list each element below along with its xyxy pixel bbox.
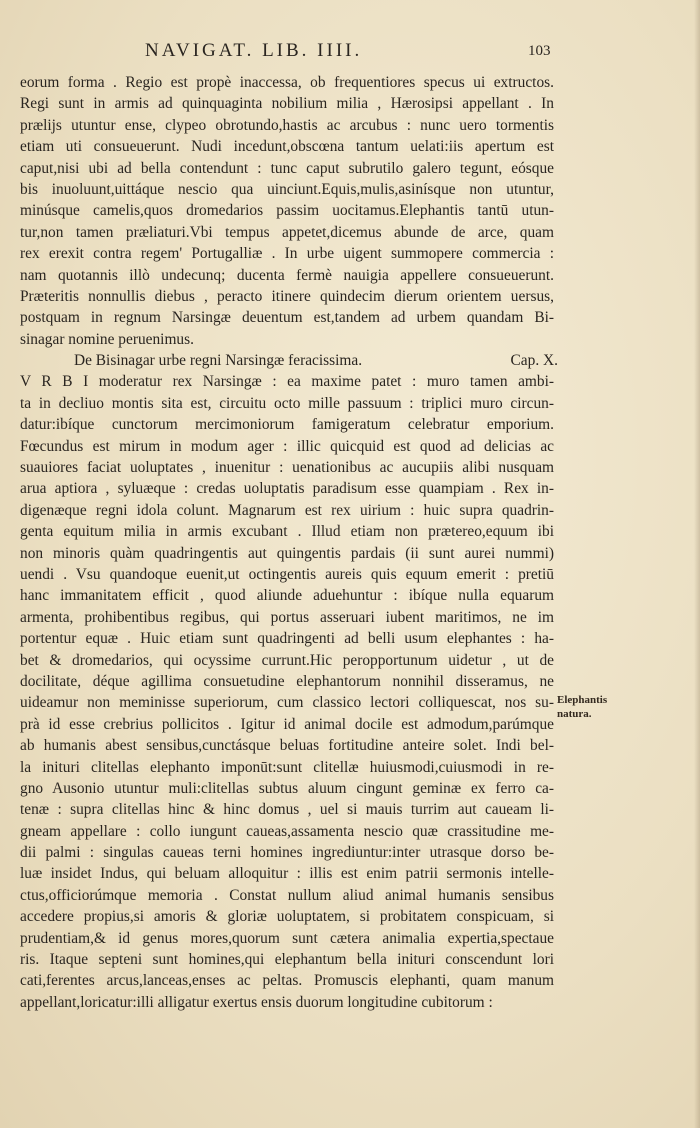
chapter-heading	[20, 350, 558, 371]
margin-note-line: Elephantis	[557, 694, 608, 706]
text-line: arua aptiora , syluæque : credas uoluptatis paradisum esse quampiam . Rex in-	[20, 480, 554, 498]
text-line: accedere propius,si amoris & gloriæ uoluptatem, si probitatem conspicuam, si	[20, 908, 554, 926]
text-line: Fœcundus est mirum in modum ager : illic quicquid est quod ad delicias ac	[20, 437, 554, 455]
text-block	[20, 72, 558, 1013]
text-line: nam quotannis illò undecunq; ducenta fermè nauigia appellere consueuerunt.	[20, 266, 554, 284]
margin-note	[557, 693, 607, 721]
text-line: datur:ibíque cunctorum mercimoniorum famigeratum celebratur emporium.	[20, 416, 554, 434]
text-line: tenæ : supra clitellas hinc & hinc domus , uel si mauis turrim aut caueam li-	[20, 801, 554, 819]
text-line: rex erexit contra regem' Portugalliæ . In urbe uigent summopere commercia :	[20, 245, 554, 263]
text-line: cati,ferentes arcus,lanceas,enses ac peltas. Promuscis elephanti, quam manum	[20, 972, 554, 990]
text-line: uideamur non meminisse superiorum, cum classico lectori colliquescat, nos su-	[20, 694, 554, 712]
text-line: docilitate, déque agillima consuetudine elephantorum nonnihil disseramus, ne	[20, 672, 554, 690]
page-edge-shadow	[694, 0, 700, 1128]
text-line: gno Ausonio utuntur muli:clitellas subtus aluum cingunt geminæ ex ferro ca-	[20, 779, 554, 797]
text-line: etiam uti consueuerunt. Nudi incedunt,obscœna tantum uelati:iis apertum est	[20, 138, 554, 156]
chapter-number: Cap. X.	[510, 352, 558, 370]
text-line: non minoris quàm quadringentis aut quingentis pardais (ii sunt aurei nummi)	[20, 544, 554, 562]
text-line: ris. Itaque septeni sunt homines,qui elephantum bella inituri conscendunt lori	[20, 951, 554, 969]
text-line: Præteritis nonnullis diebus , peracto itinere quindecim dierum orientem uersus,	[20, 287, 554, 305]
text-line: uendi . Vsu quandoque euenit,ut octingentis aureis quis equum emerit : pretiū	[20, 565, 554, 583]
text-line: ta in decliuo montis sita est, circuitu octo mille passuum : triplici muro circun-	[20, 394, 554, 412]
text-line: ab humanis abest sensibus,cunctásque beluas fortitudine anteire solet. Indi bel-	[20, 737, 554, 755]
text-line: appellant,loricatur:illi alligatur exertus ensis duorum longitudine cubitorum :	[20, 993, 493, 1011]
text-line: ctus,officiorúmque memoria . Constat nullum aliud animal humanis sensibus	[20, 886, 554, 904]
text-line: tur,non tamen præliaturi.Vbi tempus appetet,dicemus abunde de arce, quam	[20, 223, 554, 241]
text-line: eorum forma . Regio est propè inaccessa, ob frequentiores specus ui extructos.	[20, 74, 554, 91]
text-line: dii palmi : singulas caueas terni homines ingrediuntur:inter utrasque dorso be-	[20, 844, 554, 862]
text-line: Regi sunt in armis ad quinquaginta nobilium milia , Hærosipsi appellant . In	[20, 95, 554, 113]
chapter-body	[20, 371, 554, 1013]
text-line: luæ insidet Indus, qui beluam alloquitur : illis est enim patrii sermonis intelle-	[20, 865, 554, 883]
paragraph-continuation	[20, 72, 554, 350]
text-line: digenæque regni idola colunt. Magnarum est rex uirium : huic supra quadrin-	[20, 501, 554, 519]
margin-note-line: natura.	[557, 708, 592, 720]
text-line: minúsque camelis,quos dromedarios passim uocitamus.Elephantis tantū utun-	[20, 202, 554, 220]
text-line: bet & dromedarios, qui ocyssime currunt.Hic peropportunum uidetur , ut de	[20, 651, 554, 669]
text-line: prudentiam,& id genus mores,quorum sunt cætera animalia expertia,spectaue	[20, 929, 554, 947]
running-title: NAVIGAT. LIB. IIII.	[145, 40, 363, 61]
text-line: bis inuoluunt,uittáque nescio qua uinciunt.Equis,mulis,asinísque non utuntur,	[20, 180, 554, 198]
text-line: V R B I moderatur rex Narsingæ : ea maxime patet : muro tamen ambi-	[20, 373, 554, 391]
text-line: postquam in regnum Narsingæ deuentum est,tandem ad urbem quandam Bi-	[20, 309, 554, 327]
text-line: caput,nisi ubi ad bella contendunt : tunc caput subrutilo galero tegunt, eósque	[20, 159, 554, 177]
text-line: gneam appellare : collo iungunt caueas,assamenta nescio quæ crassitudine me-	[20, 822, 554, 840]
text-line: armenta, prohibentibus regibus, qui portus asseruari iubent maritimos, ne im	[20, 608, 554, 626]
text-line: suauiores faciat uoluptates , inuenitur : uenationibus ac aucupiis alibi nusquam	[20, 459, 554, 477]
text-line: hanc immanitatem efficit , quod aliunde aduehuntur : ibíque nulla equarum	[20, 587, 554, 605]
text-line: la inituri clitellas elephanto imponūt:sunt clitellæ huiusmodi,cuiusmodi in re-	[20, 758, 554, 776]
text-line: genta equitum milia in armis excubant . Illud etiam non prætereo,equum ibi	[20, 523, 554, 541]
text-line: portentur equæ . Huic etiam sunt quadringenti ad belli usum elephantes : ha-	[20, 630, 554, 648]
text-line: sinagar nomine peruenimus.	[20, 330, 194, 348]
text-line: prà id esse crebrius pollicitos . Igitur id animal docile est admodum,parúmque	[20, 715, 554, 733]
chapter-title: De Bisinagar urbe regni Narsingæ feracissima.	[74, 352, 363, 370]
text-line: prælijs utuntur ense, clypeo obrotundo,hastis ac arcubus : nunc uero tormentis	[20, 116, 554, 134]
folio-number: 103	[528, 43, 551, 59]
